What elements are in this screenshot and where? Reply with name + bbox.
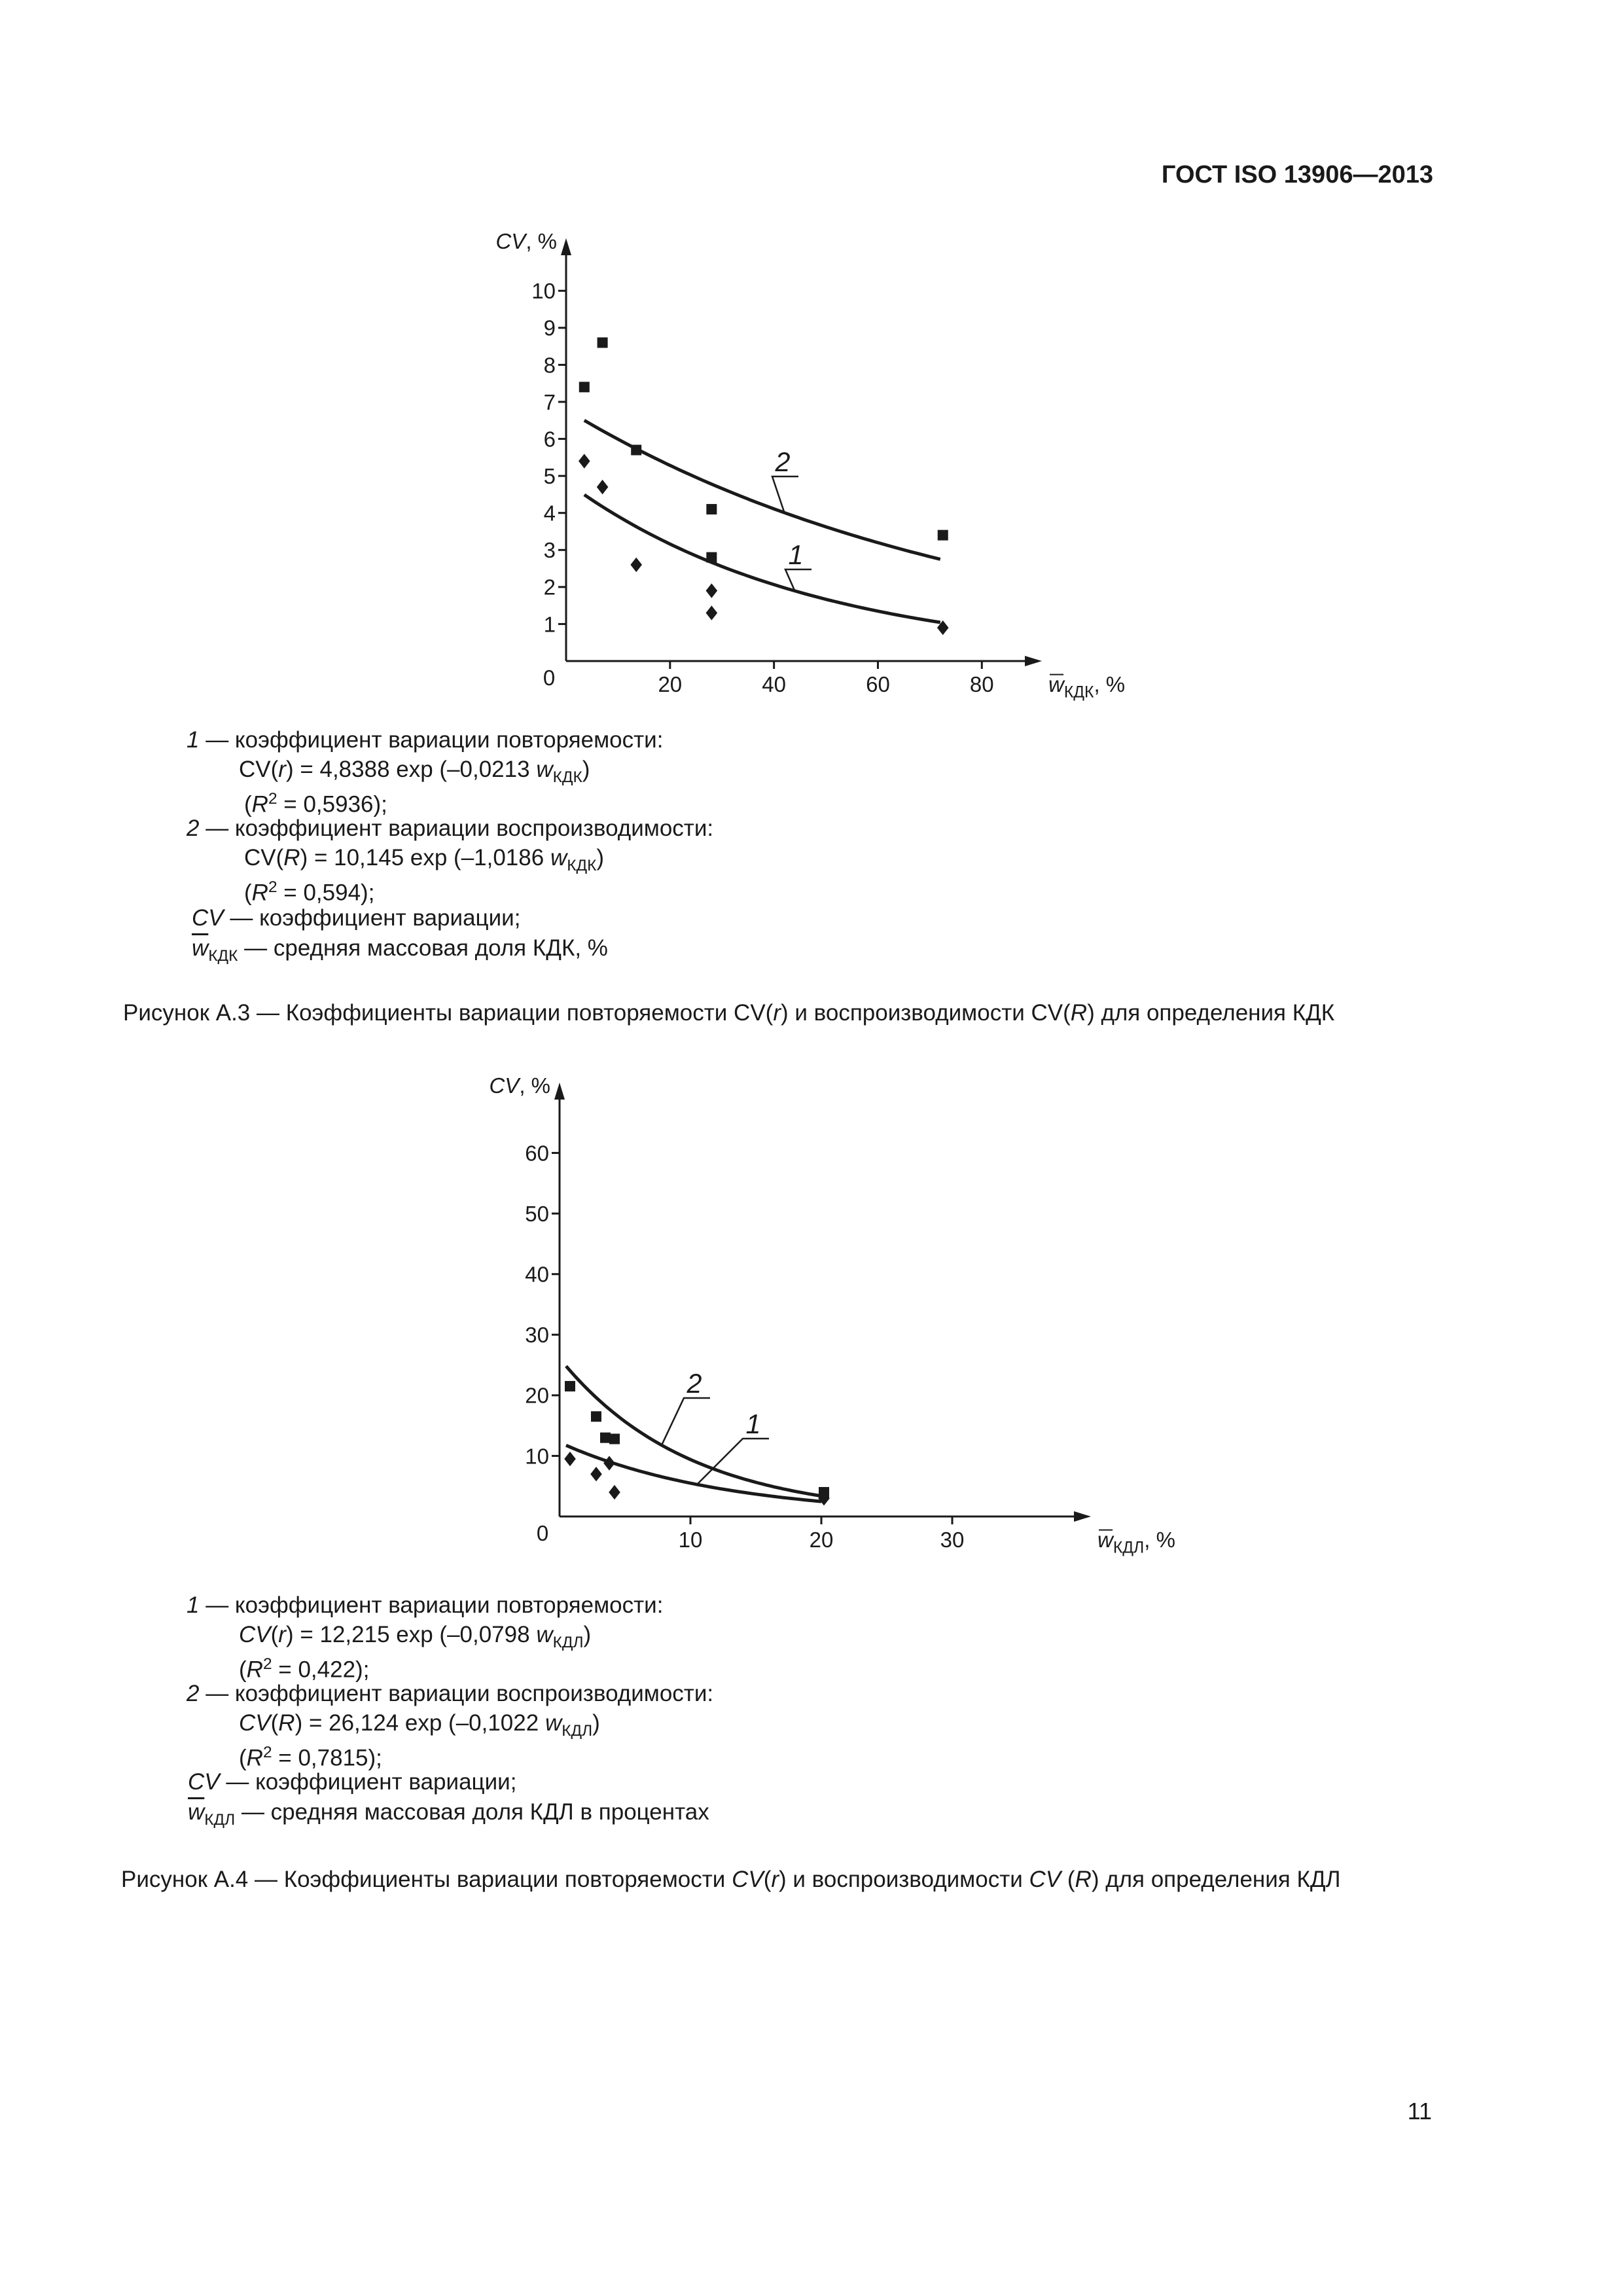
point-series-2 — [591, 1411, 601, 1422]
caption-a3: Рисунок А.3 — Коэффициенты вариации повторяемости CV(r) и воспроизводимости CV(R) для определения КДК — [123, 1000, 1335, 1026]
point-series-1 — [630, 558, 642, 572]
y-axis-arrow — [554, 1083, 565, 1100]
point-series-1 — [609, 1485, 620, 1499]
point-series-1 — [564, 1452, 576, 1466]
legend-w: $\overline{w}_{КДК}$ — средняя массовая доля КДК, % — [192, 935, 608, 965]
point-series-1 — [590, 1467, 602, 1481]
r2-item-1: $(R^2 = 0,5936)$; — [244, 790, 387, 817]
x-tick-label: 10 — [678, 1528, 703, 1552]
point-series-2 — [631, 445, 641, 456]
y-tick-label: 4 — [543, 501, 556, 526]
y-tick-label: 50 — [525, 1202, 549, 1227]
legend-cv: CV — коэффициент вариации; — [192, 905, 521, 931]
y-tick-label: 30 — [525, 1323, 549, 1348]
x-tick-label: 20 — [809, 1528, 834, 1552]
fit-curve-1 — [566, 1445, 821, 1501]
y-tick-label: 2 — [543, 575, 556, 600]
point-series-2 — [706, 504, 717, 514]
point-series-2 — [706, 552, 717, 563]
standard-header: ГОСТ ISO 13906—2013 — [1161, 161, 1433, 188]
y-tick-label: 3 — [543, 538, 556, 563]
point-series-1 — [706, 605, 718, 620]
legend-w: $\overline{w}_{КДЛ}$ — средняя массовая доля КДЛ в процентах — [188, 1799, 709, 1829]
y-tick-label: 20 — [525, 1383, 549, 1408]
point-series-2 — [819, 1487, 829, 1498]
point-series-2 — [609, 1434, 620, 1444]
curve-label-1: 1 — [745, 1409, 761, 1439]
x-tick-label: 40 — [762, 672, 787, 696]
x-tick-label: 60 — [866, 672, 890, 696]
y-tick-label: 7 — [543, 389, 556, 414]
curve-label-2: 2 — [687, 1369, 702, 1399]
legend-cv: CV — коэффициент вариации; — [188, 1769, 517, 1795]
x-tick-label: 30 — [940, 1528, 965, 1552]
fit-curve-2 — [584, 420, 940, 559]
y-tick-label: 10 — [525, 1444, 549, 1469]
page-number: 11 — [1407, 2098, 1432, 2125]
y-tick-label: 10 — [531, 279, 556, 304]
y-tick-label: 60 — [525, 1141, 549, 1166]
formula-cvr: CV(r) = 12,215 exp (–0,0798 $w_{КДЛ}$) — [239, 1622, 592, 1651]
y-tick-label: 8 — [543, 353, 556, 378]
point-series-2 — [597, 337, 608, 348]
y-tick-label: 1 — [543, 612, 556, 637]
x-axis-label: $w_{КДК}$, % — [1048, 672, 1126, 702]
legend-item-1: 1 — коэффициент вариации повторяемости: — [187, 727, 664, 753]
point-series-1 — [706, 583, 718, 598]
x-axis-arrow — [1025, 656, 1042, 666]
y-tick-label: 6 — [543, 427, 556, 452]
point-series-1 — [597, 480, 609, 494]
formula-cvR: CV(R) = 26,124 exp (–0,1022 $w_{КДЛ}$) — [239, 1710, 600, 1740]
y-axis-label: CV, % — [489, 1073, 550, 1098]
x-tick-label: 20 — [658, 672, 683, 696]
y-axis-arrow — [561, 238, 571, 255]
y-axis-label: CV, % — [495, 229, 557, 253]
r2-item-1: $(R^2 = 0,422)$; — [239, 1655, 370, 1683]
y-tick-label: 5 — [543, 464, 556, 489]
curve-leader-2 — [772, 476, 798, 512]
chart-a3 — [458, 216, 1126, 713]
legend-item-2: 2 — коэффициент вариации воспроизводимости: — [187, 1681, 714, 1706]
y-tick-label: 9 — [543, 315, 556, 340]
formula-cvr: CV(r) = 4,8388 exp (–0,0213 $w_{КДК}$) — [239, 757, 590, 786]
point-series-2 — [565, 1381, 575, 1391]
chart-a4 — [452, 1060, 1175, 1577]
fit-curve-1 — [584, 495, 940, 622]
curve-leader-1 — [697, 1439, 769, 1484]
x-axis-label: $w_{КДЛ}$, % — [1097, 1528, 1175, 1557]
origin-label: 0 — [543, 666, 556, 690]
legend-item-1: 1 — коэффициент вариации повторяемости: — [187, 1592, 664, 1618]
curve-label-1: 1 — [788, 540, 804, 570]
curve-leader-2 — [662, 1398, 710, 1445]
point-series-1 — [579, 454, 590, 468]
caption-a4: Рисунок А.4 — Коэффициенты вариации повторяемости CV(r) и воспроизводимости CV (R) для определения КДЛ — [121, 1867, 1341, 1892]
point-series-2 — [579, 382, 590, 392]
y-tick-label: 40 — [525, 1262, 549, 1287]
curve-label-2: 2 — [775, 447, 791, 477]
x-axis-arrow — [1074, 1511, 1091, 1522]
point-series-1 — [603, 1456, 615, 1470]
point-series-2 — [600, 1433, 611, 1443]
x-tick-label: 80 — [969, 672, 994, 696]
r2-item-2: $(R^2 = 0,7815)$; — [239, 1744, 382, 1771]
point-series-2 — [938, 530, 948, 541]
r2-item-2: $(R^2 = 0,594)$; — [244, 878, 375, 906]
legend-item-2: 2 — коэффициент вариации воспроизводимости: — [187, 816, 714, 841]
formula-cvR: CV(R) = 10,145 exp (–1,0186 $w_{КДК}$) — [244, 845, 605, 874]
origin-label: 0 — [536, 1521, 549, 1545]
